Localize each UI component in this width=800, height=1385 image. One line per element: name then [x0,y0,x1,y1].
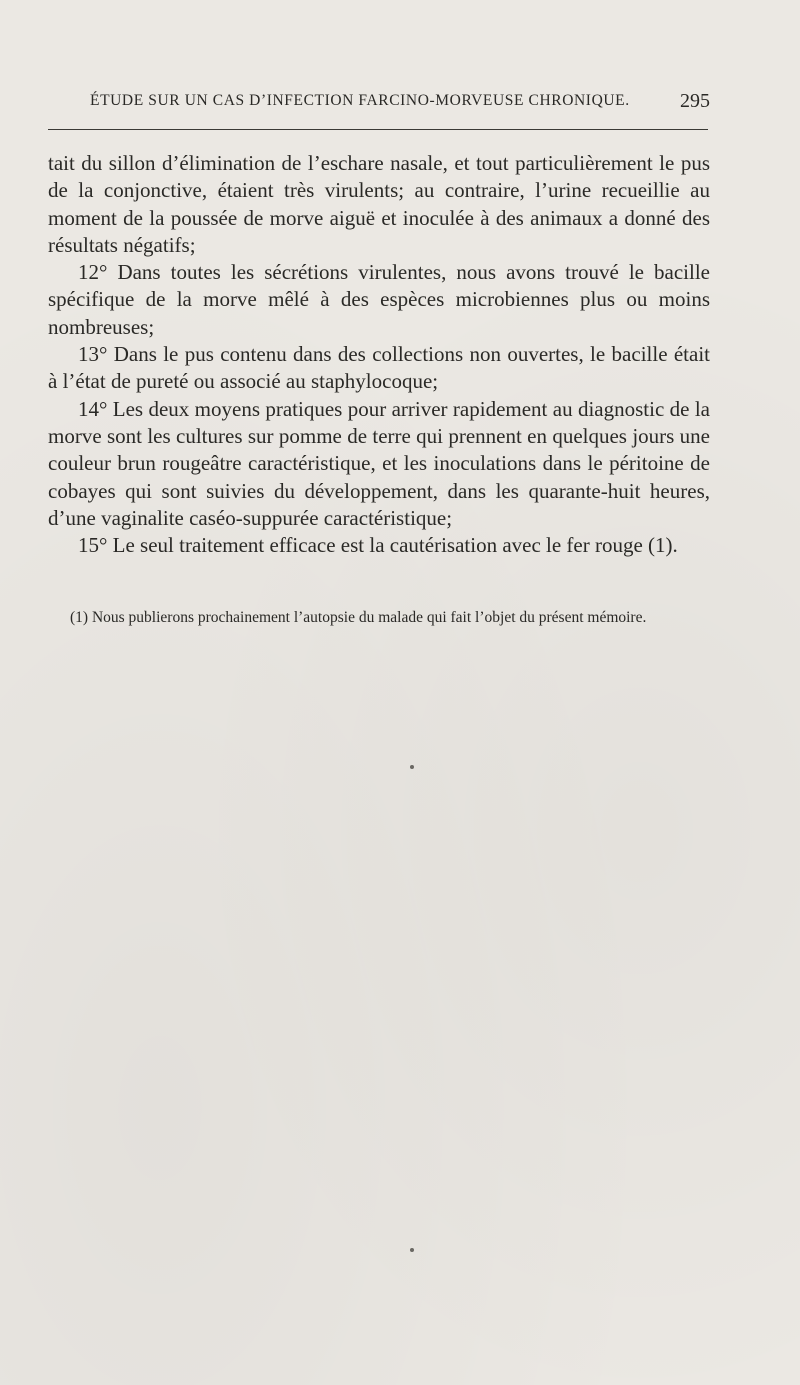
paragraph-item-12: 12° Dans toutes les sécrétions virulentes, nous avons trouvé le bacille spécifique de la morve mêlé à des espèces microbiennes plus ou moins nombreuses; [48,260,710,339]
paragraph-item-14: 14° Les deux moyens pratiques pour arriver rapidement au diagnostic de la morve sont les cultures sur pomme de terre qui prennent en quelques jours une couleur brun rougeâtre caractéristique, et les inoculations dans le péritoine de cobayes qui sont suivies du développement, dans les quarante-huit heures, d’une vaginalite caséo-suppurée caractéristique; [48,396,710,530]
body-text [48,150,710,559]
paragraph-item-15: 15° Le seul traitement efficace est la cautérisation avec le fer rouge (1). [78,533,678,558]
running-head [90,92,710,116]
footnote: (1) Nous publierons prochainement l’autopsie du malade qui fait l’objet du présent mémoire. [70,609,647,626]
paper-speck [410,765,414,769]
header-rule [48,129,708,130]
running-title: ÉTUDE SUR UN CAS D’INFECTION FARCINO-MORVEUSE CHRONIQUE. [90,92,630,109]
paragraph-item-13: 13° Dans le pus contenu dans des collections non ouvertes, le bacille était à l’état de pureté ou associé au staphylocoque; [48,342,710,394]
paragraph-continuation: tait du sillon d’élimination de l’eschare nasale, et tout particulièrement le pus de la conjonctive, étaient très virulents; au contraire, l’urine recueillie au moment de la poussée de morve aiguë et inoculée à des animaux a donné des résultats négatifs; [48,151,710,257]
paper-speck [410,1248,414,1252]
page-number: 295 [680,90,710,112]
